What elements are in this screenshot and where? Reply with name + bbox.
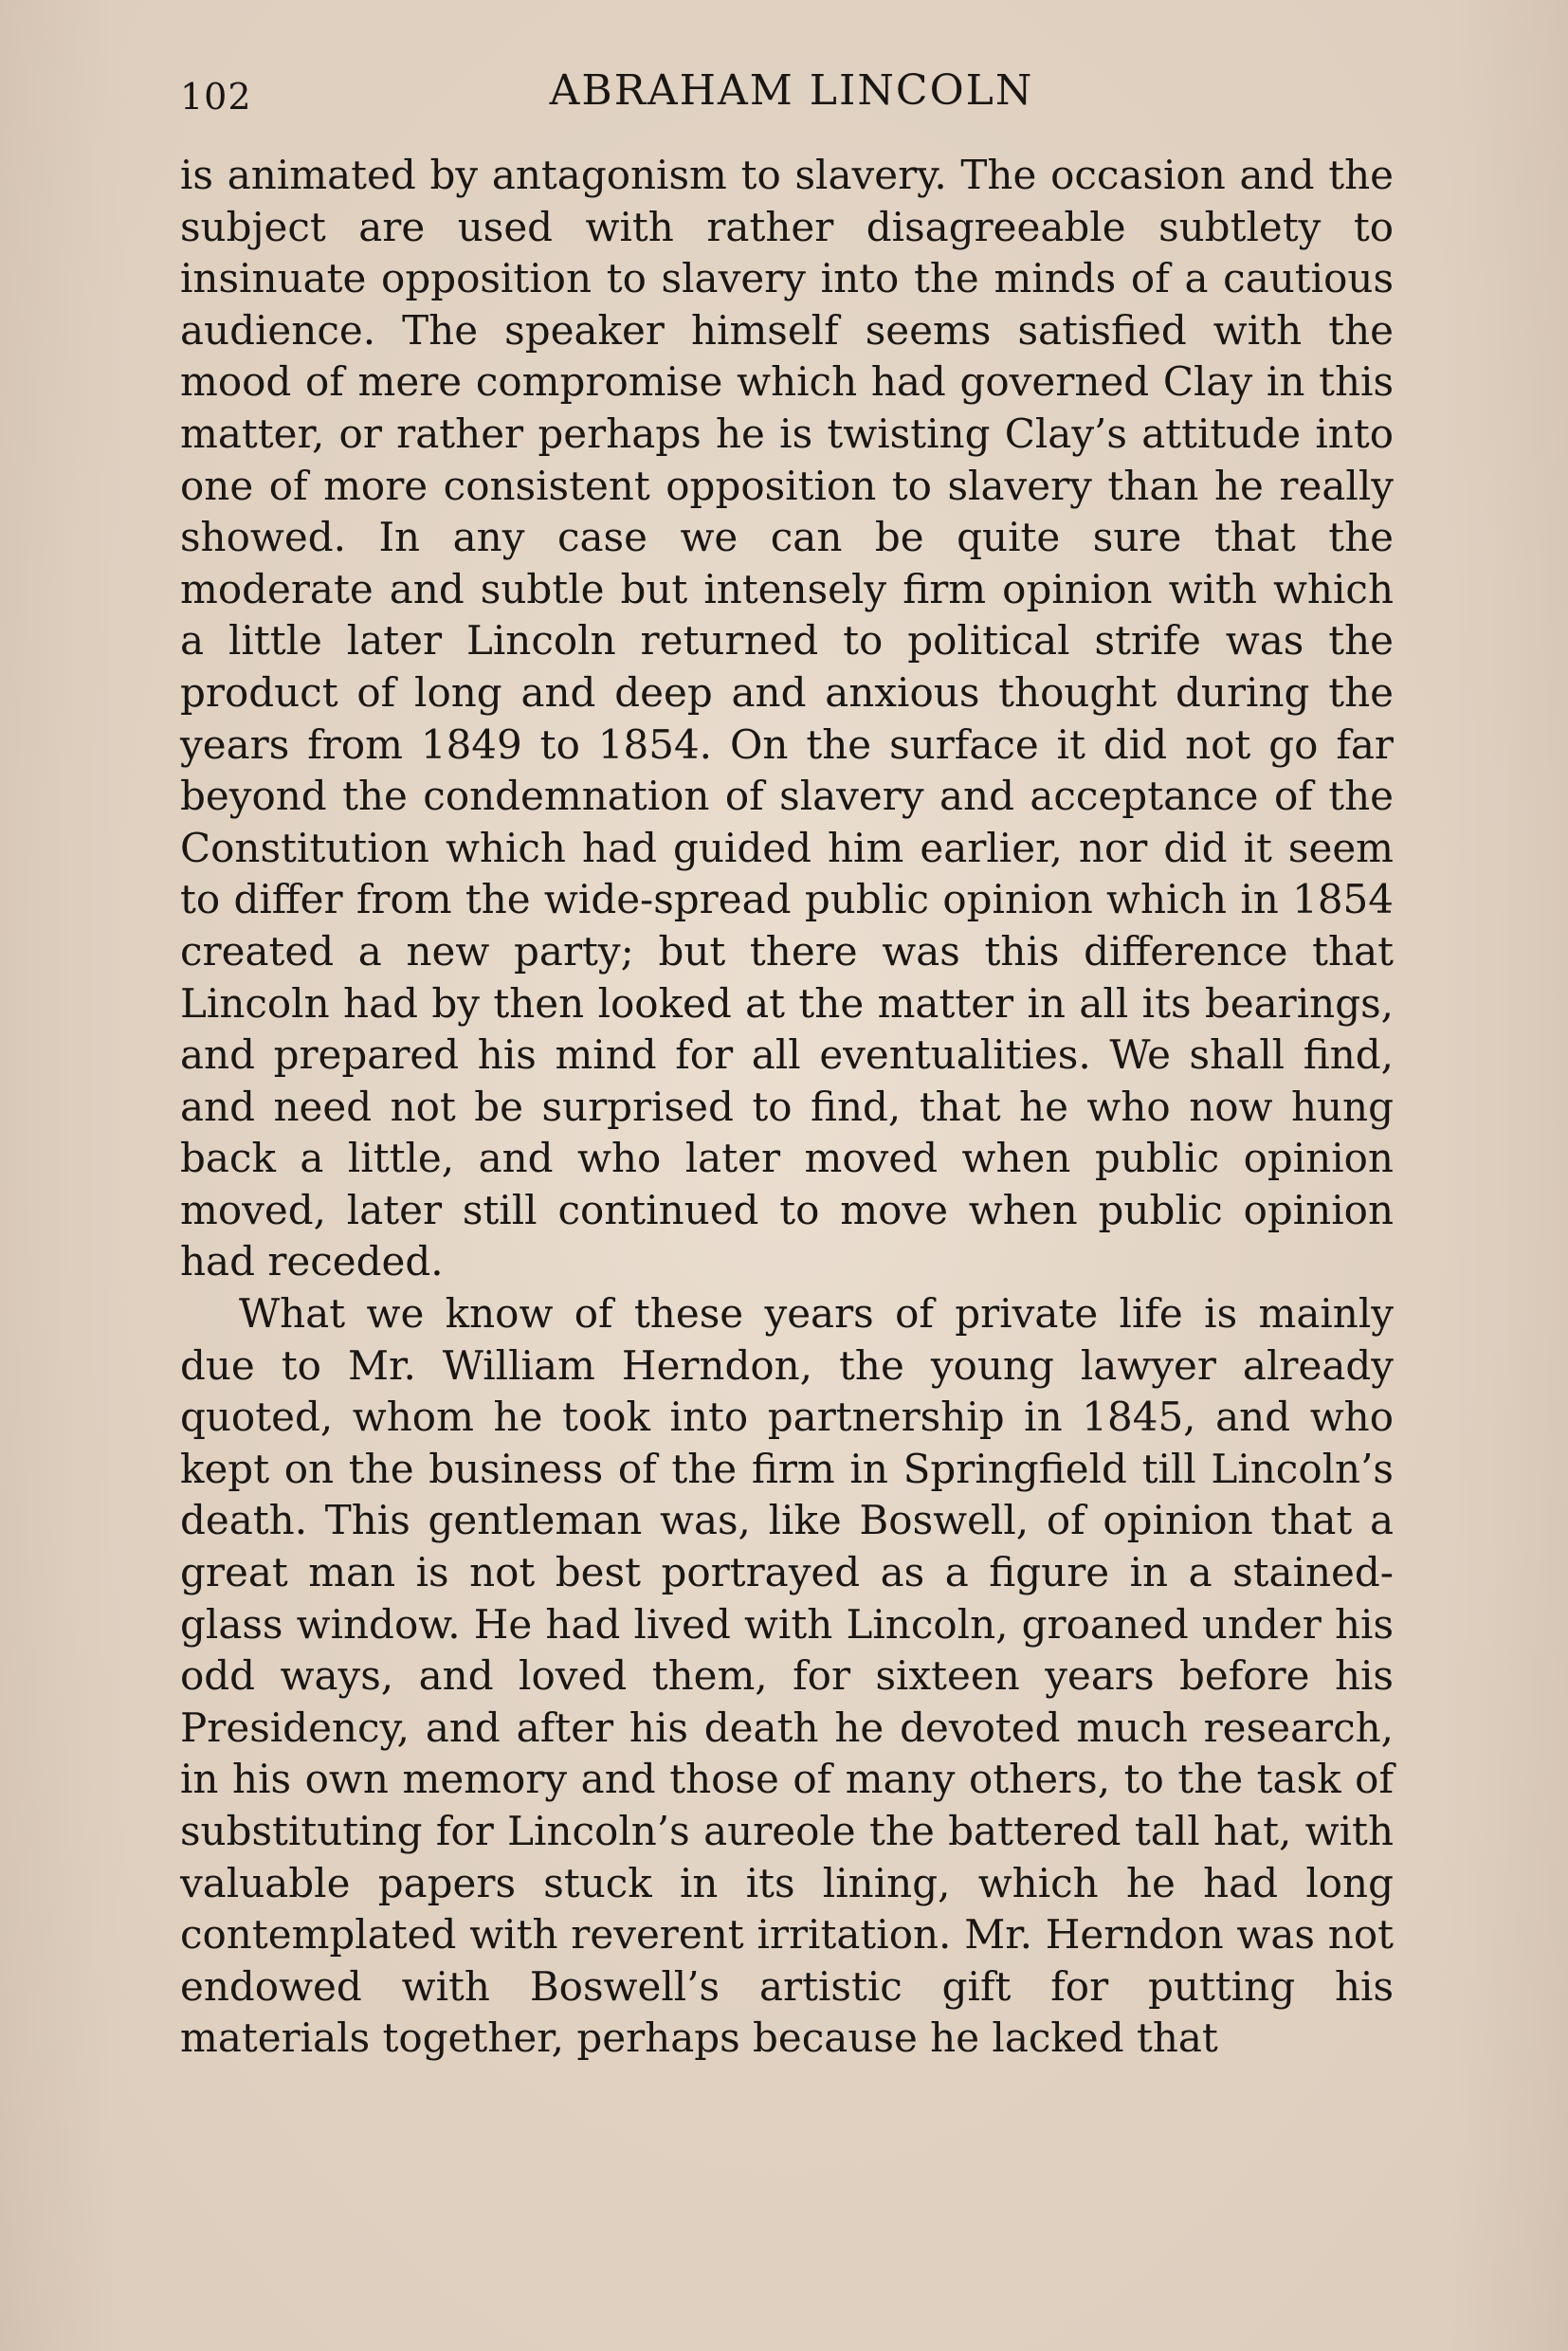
paragraph: What we know of these years of private life is mainly due to Mr. William Herndon, the young lawyer already quoted, whom he took into partnership in 1845, and who kept on the business of the firm in Springfield till Lincoln’s death. This gentleman was, like Boswell, of opinion that a great man is not best portrayed as a figure in a stained-glass window. He had lived with Lincoln, groaned under his odd ways, and loved them, for sixteen years before his Presidency, and after his death he devoted much research, in his own memory and those of many others, to the task of substituting for Lincoln’s aureole the battered tall hat, with valuable papers stuck in its lining, which he had long contemplated with reverent irritation. Mr. Herndon was not endowed with Boswell’s artistic gift for putting his materials together, perhaps because he lacked that <box>180 1290 1394 2062</box>
body-text <box>180 150 1394 2065</box>
page-number: 102 <box>180 76 252 118</box>
paragraph: is animated by antagonism to slavery. The occasion and the subject are used with rather disagreeable subtlety to insinuate opposition to slavery into the minds of a cautious audience. The speaker himself seems satisfied with the mood of mere compromise which had governed Clay in this matter, or rather perhaps he is twisting Clay’s attitude into one of more consistent opposition to slavery than he really showed. In any case we can be quite sure that the moderate and subtle but intensely firm opinion with which a little later Lincoln returned to political strife was the product of long and deep and anxious thought during the years from 1849 to 1854. On the surface it did not go far beyond the condemnation of slavery and acceptance of the Constitution which had guided him earlier, nor did it seem to differ from the wide-spread public opinion which in 1854 created a new party; but there was this difference that Lincoln had by then looked at the matter in all its bearings, and prepared his mind for all eventualities. We shall find, and need not be surprised to find, that he who now hung back a little, and who later moved when public opinion moved, later still continued to move when public opinion had receded. <box>180 152 1394 1285</box>
running-head <box>180 66 1403 123</box>
running-title: ABRAHAM LINCOLN <box>549 66 1034 115</box>
